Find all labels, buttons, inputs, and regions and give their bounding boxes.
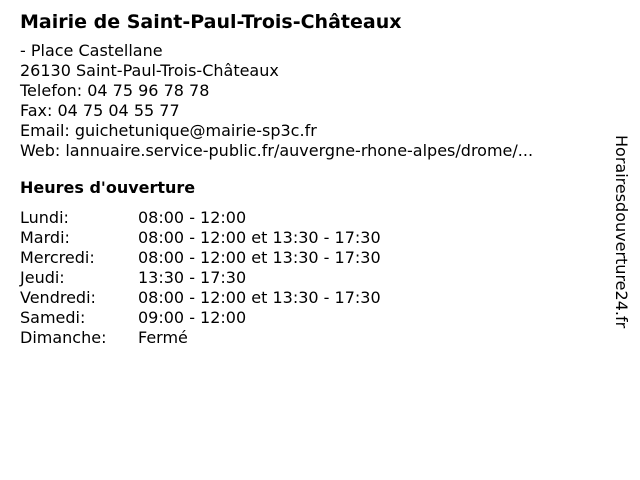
- hours-list: [20, 208, 600, 348]
- hours-heading: Heures d'ouverture: [20, 178, 196, 197]
- site-watermark: Horairesdouverture24.fr: [612, 135, 631, 329]
- hours-row-tuesday: [20, 228, 600, 248]
- day-hours: 08:00 - 12:00 et 13:30 - 17:30: [138, 248, 381, 267]
- hours-row-monday: [20, 208, 600, 228]
- day-label: Samedi:: [20, 308, 86, 327]
- day-label: Dimanche:: [20, 328, 107, 347]
- day-hours: Fermé: [138, 328, 188, 347]
- day-label: Lundi:: [20, 208, 69, 227]
- web-line: Web: lannuaire.service-public.fr/auvergne-rhone-alpes/drome/...: [20, 141, 534, 160]
- day-label: Mardi:: [20, 228, 70, 247]
- hours-row-friday: [20, 288, 600, 308]
- day-label: Jeudi:: [20, 268, 65, 287]
- day-hours: 13:30 - 17:30: [138, 268, 247, 287]
- hours-row-wednesday: [20, 248, 600, 268]
- hours-row-saturday: [20, 308, 600, 328]
- phone-line: Telefon: 04 75 96 78 78: [20, 81, 210, 100]
- place-card: [20, 9, 600, 348]
- hours-row-sunday: [20, 328, 600, 348]
- address-line-1: - Place Castellane: [20, 41, 163, 60]
- day-label: Vendredi:: [20, 288, 96, 307]
- day-hours: 08:00 - 12:00: [138, 208, 247, 227]
- address-line-2: 26130 Saint-Paul-Trois-Châteaux: [20, 61, 279, 80]
- day-hours: 09:00 - 12:00: [138, 308, 247, 327]
- fax-line: Fax: 04 75 04 55 77: [20, 101, 180, 120]
- place-title: Mairie de Saint-Paul-Trois-Châteaux: [20, 11, 402, 33]
- day-hours: 08:00 - 12:00 et 13:30 - 17:30: [138, 288, 381, 307]
- email-line: Email: guichetunique@mairie-sp3c.fr: [20, 121, 317, 140]
- hours-row-thursday: [20, 268, 600, 288]
- day-hours: 08:00 - 12:00 et 13:30 - 17:30: [138, 228, 381, 247]
- day-label: Mercredi:: [20, 248, 95, 267]
